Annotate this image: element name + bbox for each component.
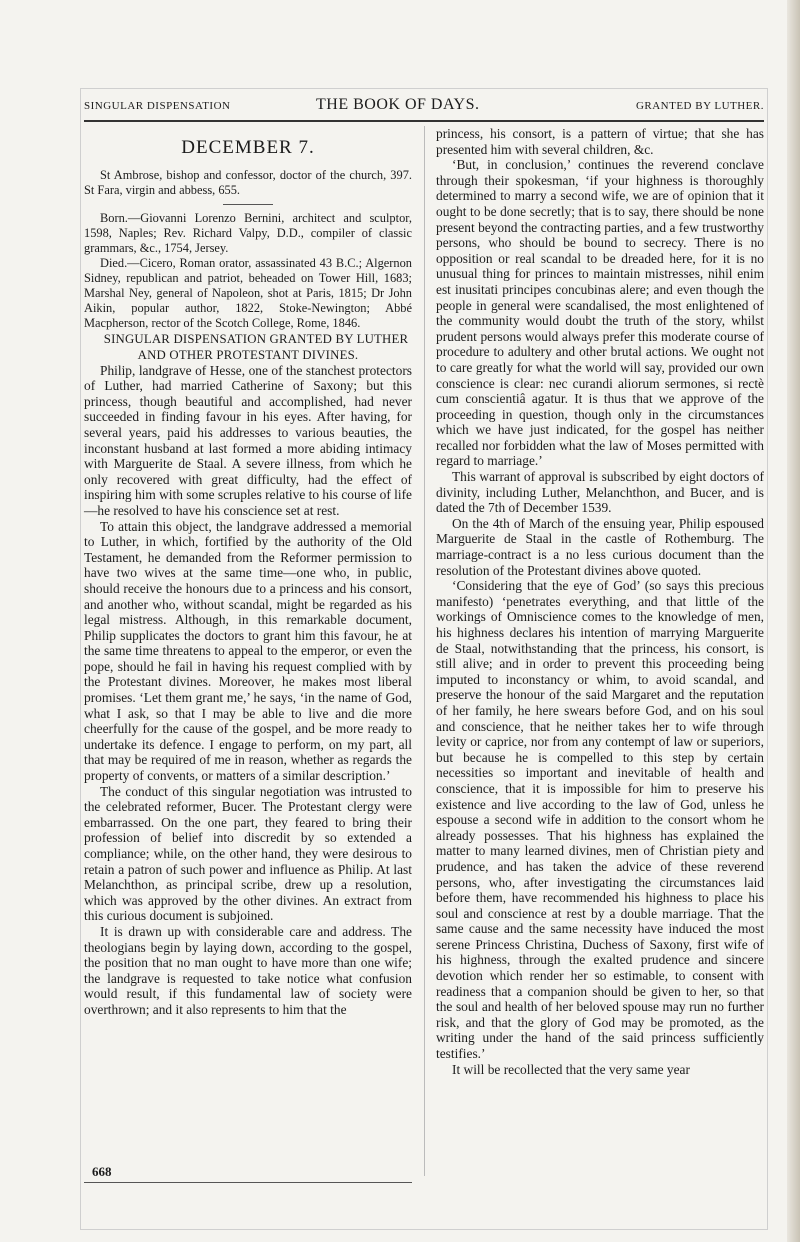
short-rule — [223, 204, 273, 205]
page-edge — [787, 0, 800, 1242]
paragraph: princess, his consort, is a pattern of virtue; that she has presented him with several children, &c. — [436, 126, 764, 157]
right-column — [436, 126, 764, 1077]
running-head — [84, 94, 764, 122]
page-number: 668 — [92, 1164, 112, 1179]
paragraph: This warrant of approval is subscribed by eight doctors of divinity, including Luther, Melanchthon, and Bucer, and is dated the 7th of December 1539. — [436, 469, 764, 516]
paragraph: ‘Considering that the eye of God’ (so says this precious manifesto) ‘penetrates everything, and that little of the workings of Omniscience comes to the knowledge of men, his highness declares his intention of marrying Marguerite de Staal, notwithstanding that the princess, his consort, is still alive; and in order to prevent this proceeding being imputed to inconstancy or whim, to avoid scandal, and preserve the honour of the said Margaret and the reputation of her family, he here swears before God, and on his soul and conscience, that he neither takes her to wife through levity or caprice, nor from any contempt of law or superiors, but because he is compelled to this step by certain necessities so important and inevitable of health and conscience, that it is impossible for him to preserve his existence and live according to the law of God, unless he espouse a second wife in addition to the consort whom he already possesses. That his highness has explained the matter to many learned divines, men of Christian piety and prudence, and has taken the advice of these reverend persons, who, after investigating the circumstances laid before them, have recommended his highness to place his soul and conscience at rest by a double marriage. That the same cause and the same necessity have induced the most serene Princess Christina, Duchess of Saxony, first wife of his highness, through the exalted prudence and sincere devotion which render her so estimable, to consent with readiness that a companion should be given to her, so that the soul and health of her beloved spouse may run no further risk, and that the glory of God may be promoted, as the writing under the hand of the said princess sufficiently testifies.’ — [436, 578, 764, 1062]
paragraph: Philip, landgrave of Hesse, one of the stanchest protectors of Luther, had married Catherine of Saxony; but this princess, though beautiful and accomplished, had never succeeded in finding favour in his eyes. After having, for several years, paid his addresses to various beauties, the inconstant husband at last formed a more abiding intimacy with Marguerite de Staal. A severe illness, from which he only recovered with great difficulty, had the effect of inspiring him with some scruples relative to his course of life—he resolved to have his conscience set at rest. — [84, 362, 413, 518]
folio-rule — [84, 1182, 412, 1183]
column-divider — [424, 126, 425, 1176]
section-heading: SINGULAR DISPENSATION GRANTED BY LUTHER AND OTHER PROTESTANT DIVINES. — [103, 331, 409, 362]
born-entry: Born.—Giovanni Lorenzo Bernini, architect and sculptor, 1598, Naples; Rev. Richard Valpy, D.D., compiler of classic grammars, &c., 1754, Jersey. — [84, 210, 412, 255]
paragraph: ‘But, in conclusion,’ continues the reverend conclave through their spokesman, ‘if your highness is thoroughly determined to marry a second wife, we are of opinion that it ought to be done secretly; that is to say, there should be none present beyond the contracting parties, and a few trustworthy persons, who should be bound to secrecy. There is no opposition or real scandal to be dreaded here, for it is no unusual thing for princes to maintain mistresses, nihil enim est inusitati principes concubinas alere; and even though the people in general were scandalised, the most enlightened of the community would doubt the truth of the story, whilst prudent persons would always prefer this moderate course of procedure to adultery and other brutal actions. We ought not to care greatly for what the world will say, provided our own conscience is clear: nec curandi aliorum sermones, si rectè cum conscientiâ agatur. It is thus that we approve of the proceeding in question, though only in the circumstances which we have just indicated, for the gospel has neither recalled nor forbidden what the law of Moses permitted with regard to marriage.’ — [436, 157, 764, 469]
died-entry: Died.—Cicero, Roman orator, assassinated 43 B.C.; Algernon Sidney, republican and patriot, beheaded on Tower Hill, 1683; Marshal Ney, general of Napoleon, shot at Paris, 1815; Dr John Aikin, popular author, 1822, Stoke-Newington; Abbé Macpherson, rector of the Scotch College, Rome, 1846. — [84, 255, 412, 330]
paragraph: It is drawn up with considerable care and address. The theologians begin by laying down, according to the gospel, the position that no man ought to have more than one wife; the landgrave is requested to take notice what confusion would result, if this fundamental law of society were overthrown; and it also represents to him that the — [84, 923, 412, 1017]
paragraph: To attain this object, the landgrave addressed a memorial to Luther, in which, fortified by the authority of the Old Testament, he demanded from the Reformer permission to have two wives at the same time—one who, in public, should receive the honours due to a princess and his consort, and another who, without scandal, might be regarded as his legal mistress. Although, in this remarkable document, Philip supplicates the doctors to grant him this favour, he at the same time threatens to appeal to the emperor, or even the pope, should he fail in having his request complied with by the Protestant divines. Moreover, he makes most liberal promises. ‘Let them grant me,’ he says, ‘in the name of God, what I ask, so that I may be able to live and die more cheerfully for the cause of the gospel, and be more ready to undertake its defence. I engage to perform, on my part, all that may be required of me in reason, whether as regards the property of convents, or matters of a similar description.’ — [84, 518, 412, 784]
running-head-title: THE BOOK OF DAYS. — [316, 96, 480, 113]
running-head-right: GRANTED BY LUTHER. — [635, 100, 764, 112]
date-heading: DECEMBER 7. — [181, 137, 315, 158]
left-column — [84, 126, 412, 1018]
paragraph: On the 4th of March of the ensuing year, Philip espoused Marguerite de Staal in the castle of Rothemburg. The marriage-contract is a no less curious document than the resolution of the Protestant divines above quoted. — [436, 515, 764, 578]
running-head-left: SINGULAR DISPENSATION — [84, 100, 231, 112]
paragraph: It will be recollected that the very same year — [452, 1061, 690, 1077]
saints-entry: St Ambrose, bishop and confessor, doctor of the church, 397. St Fara, virgin and abbess, 655. — [84, 167, 412, 197]
paragraph: The conduct of this singular negotiation was intrusted to the celebrated reformer, Bucer. The Protestant clergy were embarrassed. On the one part, they feared to bring their profession of belief into discredit by so extended a compliance; while, on the other hand, they were desirous to retain a patron of such power and influence as Philip. At last Melanchthon, as principal scribe, drew up a resolution, which was approved by the other divines. An extract from this curious document is subjoined. — [84, 783, 412, 924]
